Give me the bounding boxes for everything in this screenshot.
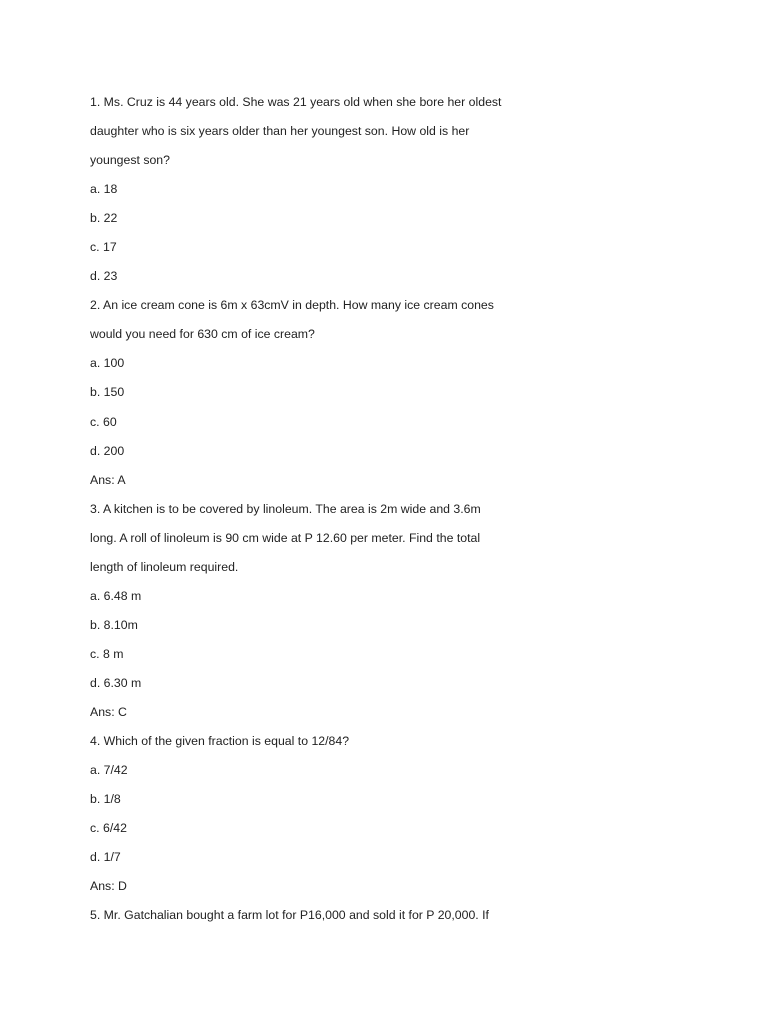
- question-1-option-b: b. 22: [90, 211, 118, 226]
- question-2-option-c: c. 60: [90, 414, 117, 429]
- question-1-option-c: c. 17: [90, 240, 117, 255]
- question-1-text: 1. Ms. Cruz is 44 years old. She was 21 years old when she bore her oldest: [90, 95, 502, 109]
- question-2-text: would you need for 630 cm of ice cream?: [90, 327, 315, 342]
- question-4-option-b: b. 1/8: [90, 792, 121, 807]
- question-3-text: length of linoleum required.: [90, 559, 239, 574]
- question-4-text: 4. Which of the given fraction is equal to 12/84?: [90, 734, 350, 749]
- question-1-text: youngest son?: [90, 153, 170, 168]
- question-4-option-c: c. 6/42: [90, 821, 127, 836]
- question-4-option-a: a. 7/42: [90, 763, 128, 778]
- document-body: [90, 88, 530, 930]
- question-1-option-d: d. 23: [90, 269, 118, 284]
- question-2-option-b: b. 150: [90, 385, 125, 400]
- question-2-answer: Ans: A: [90, 472, 126, 487]
- question-3-text: 3. A kitchen is to be covered by linoleum. The area is 2m wide and 3.6m: [90, 501, 481, 516]
- question-2-text: 2. An ice cream cone is 6m x 63cmV in depth. How many ice cream cones: [90, 298, 494, 313]
- question-3-option-b: b. 8.10m: [90, 617, 138, 632]
- question-3-option-c: c. 8 m: [90, 646, 124, 661]
- question-3-option-d: d. 6.30 m: [90, 675, 142, 690]
- question-5-text: 5. Mr. Gatchalian bought a farm lot for P16,000 and sold it for P 20,000. If: [90, 908, 489, 923]
- question-1-text: daughter who is six years older than her youngest son. How old is her: [90, 124, 470, 139]
- question-4-option-d: d. 1/7: [90, 850, 121, 865]
- question-3-option-a: a. 6.48 m: [90, 588, 142, 603]
- question-3-text: long. A roll of linoleum is 90 cm wide at P 12.60 per meter. Find the total: [90, 530, 481, 545]
- question-2-option-a: a. 100: [90, 356, 125, 371]
- question-4-answer: Ans: D: [90, 879, 127, 894]
- question-3-answer: Ans: C: [90, 704, 127, 719]
- question-1-option-a: a. 18: [90, 182, 118, 197]
- question-2-option-d: d. 200: [90, 443, 125, 458]
